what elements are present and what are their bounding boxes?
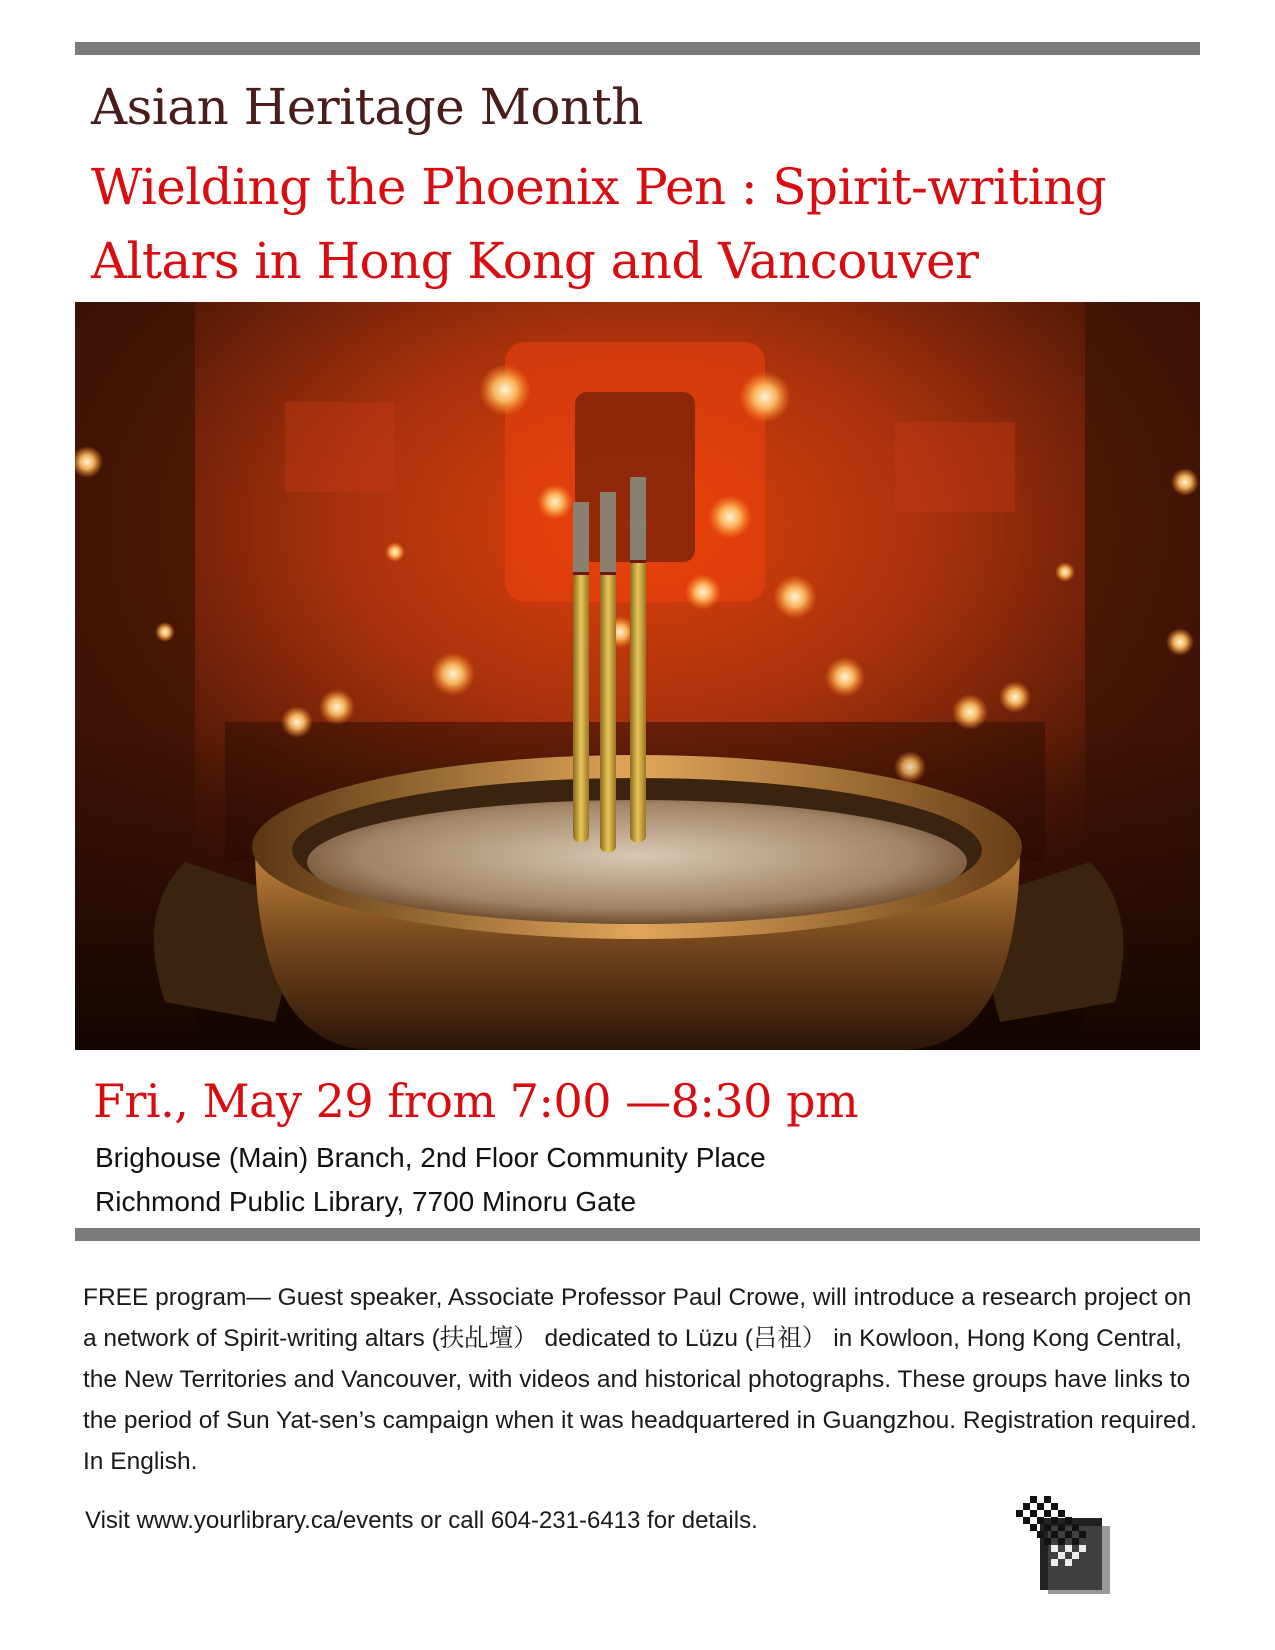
event-title: [91, 150, 1211, 298]
venue-line: Richmond Public Library, 7700 Minoru Gate: [95, 1186, 637, 1217]
event-title-line: Altars in Hong Kong and Vancouver: [91, 232, 979, 290]
middle-divider: [75, 1228, 1200, 1241]
incense-censer-illustration: [75, 302, 1200, 1050]
event-venue: [95, 1136, 766, 1224]
incense-censer-photo: [75, 302, 1200, 1050]
event-title-line: Wielding the Phoenix Pen : Spirit-writing: [91, 158, 1107, 216]
library-pixel-logo-icon: [1010, 1488, 1120, 1598]
event-date-time: Fri., May 29 from 7:00 —8:30 pm: [93, 1074, 859, 1128]
event-description: FREE program— Guest speaker, Associate Professor Paul Crowe, will introduce a research project on a network of Spirit-writing altars (扶乩壇） dedicated to Lüzu (吕祖） in Kowloon, Hong Kong Central, the New Territories and Vancouver, with videos and historical photographs. These groups have links to the period of Sun Yat-sen’s campaign when it was headquartered in Guangzhou. Registration required. In English.: [83, 1284, 1198, 1475]
venue-line: Brighouse (Main) Branch, 2nd Floor Community Place: [95, 1142, 766, 1173]
top-divider: [75, 42, 1200, 55]
event-series-heading: Asian Heritage Month: [91, 78, 643, 136]
contact-info: Visit www.yourlibrary.ca/events or call 604-231-6413 for details.: [85, 1507, 758, 1534]
incense-sticks: [573, 477, 646, 852]
